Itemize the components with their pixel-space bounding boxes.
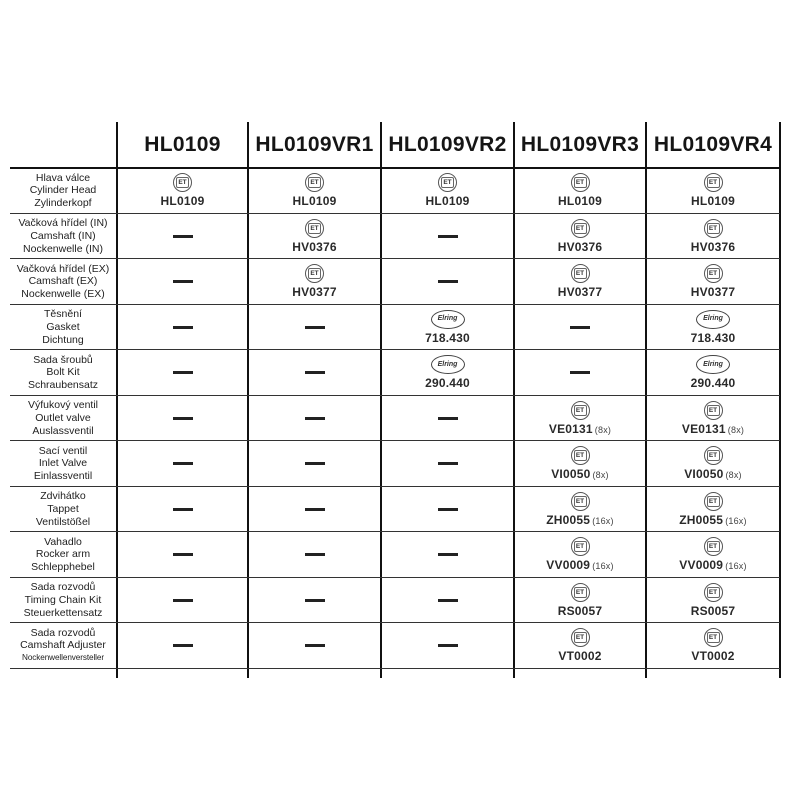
- row-label: [10, 442, 116, 486]
- part-number: [558, 604, 603, 618]
- part-cell: [117, 260, 248, 304]
- brand-logo-text: ET: [707, 632, 720, 643]
- row-label-line: Dichtung: [42, 333, 84, 346]
- elring-logo-icon: [431, 355, 465, 374]
- part-cell: [248, 397, 381, 441]
- part-cell: [514, 488, 646, 532]
- row-label-line: Nockenwellenversteller: [22, 653, 104, 663]
- part-code: VE0131: [548, 421, 593, 436]
- brand-logo-text: ET: [574, 496, 587, 507]
- part-cell: [514, 215, 646, 259]
- not-available-dash: [438, 599, 458, 602]
- row-label-line: Schlepphebel: [31, 561, 95, 574]
- part-cell: [381, 260, 514, 304]
- part-cell: [248, 351, 381, 395]
- brand-logo-text: ET: [441, 177, 454, 188]
- not-available-dash: [438, 508, 458, 511]
- row-label-line: Sada rozvodů: [30, 581, 96, 594]
- brand-logo-text: Elring: [703, 360, 723, 368]
- brand-logo-text: Elring: [437, 315, 458, 323]
- part-number: [558, 194, 602, 208]
- part-cell: [117, 624, 248, 668]
- part-code: HL0109: [160, 194, 205, 209]
- not-available-dash: [570, 371, 590, 374]
- part-cell: [117, 488, 248, 532]
- row-label-line: Cylinder Head: [29, 184, 97, 197]
- column-header: HL0109VR2: [388, 133, 507, 156]
- row-label-line: Rocker arm: [35, 548, 91, 561]
- row-label-line: Tappet: [47, 502, 79, 515]
- row-label-line: Sada šroubů: [33, 353, 93, 366]
- part-cell: [646, 624, 780, 668]
- not-available-dash: [173, 326, 193, 329]
- part-number: [691, 285, 736, 299]
- not-available-dash: [305, 644, 325, 647]
- row-divider: [10, 668, 780, 669]
- part-number: [292, 285, 337, 299]
- part-number: [684, 467, 742, 481]
- part-code: ZH0055: [679, 512, 724, 527]
- brand-logo-text: ET: [707, 587, 720, 598]
- et-logo-icon: [704, 264, 723, 283]
- part-number: [691, 240, 736, 254]
- part-cell: [381, 306, 514, 350]
- et-logo-icon: [704, 173, 723, 192]
- brand-logo-text: ET: [574, 223, 587, 234]
- not-available-dash: [438, 462, 458, 465]
- row-label-line: Zylinderkopf: [34, 197, 92, 210]
- part-cell: [514, 624, 646, 668]
- part-code: VI0050: [551, 467, 591, 482]
- row-label-line: Gasket: [46, 320, 80, 333]
- not-available-dash: [305, 371, 325, 374]
- not-available-dash: [438, 553, 458, 556]
- et-logo-icon: [571, 401, 590, 420]
- brand-logo-text: ET: [707, 541, 720, 552]
- part-cell: [117, 533, 248, 577]
- quantity-note: (16x): [592, 561, 614, 572]
- brand-logo-text: ET: [308, 177, 321, 188]
- part-cell: [117, 442, 248, 486]
- row-label: [10, 488, 116, 532]
- part-number: [161, 194, 205, 208]
- quantity-note: (8x): [725, 470, 742, 481]
- row-label-line: Einlassventil: [33, 470, 93, 483]
- not-available-dash: [305, 417, 325, 420]
- not-available-dash: [305, 553, 325, 556]
- part-code: HV0377: [690, 285, 736, 300]
- row-label-line: Camshaft (EX): [28, 275, 98, 288]
- elring-logo-icon: [696, 310, 730, 329]
- part-code: VV0009: [679, 558, 724, 573]
- row-label-line: Auslassventil: [32, 424, 94, 437]
- part-number: [549, 422, 611, 436]
- column-header: HL0109: [144, 133, 221, 156]
- not-available-dash: [173, 371, 193, 374]
- row-label-line: Vahadlo: [44, 535, 82, 548]
- et-logo-icon: [173, 173, 192, 192]
- part-number: [426, 194, 470, 208]
- part-cell: [381, 169, 514, 213]
- row-divider: [10, 531, 780, 532]
- brand-logo-text: ET: [574, 450, 587, 461]
- column-header: HL0109VR4: [653, 133, 773, 156]
- et-logo-icon: [704, 628, 723, 647]
- row-label-line: Hlava válce: [35, 171, 91, 184]
- part-code: VV0009: [546, 558, 591, 573]
- part-cell: [248, 306, 381, 350]
- quantity-note: (8x): [727, 424, 745, 435]
- part-cell: [248, 442, 381, 486]
- part-code: 290.440: [690, 376, 736, 391]
- part-number: [425, 331, 470, 345]
- row-label: [10, 260, 116, 304]
- row-divider: [10, 440, 780, 441]
- et-logo-icon: [571, 583, 590, 602]
- row-divider: [10, 258, 780, 259]
- part-cell: [117, 397, 248, 441]
- quantity-note: (16x): [725, 515, 747, 526]
- part-cell: [646, 397, 780, 441]
- part-number: [551, 467, 609, 481]
- brand-logo-text: ET: [574, 632, 587, 643]
- et-logo-icon: [571, 219, 590, 238]
- row-divider: [10, 622, 780, 623]
- not-available-dash: [438, 644, 458, 647]
- not-available-dash: [173, 417, 193, 420]
- not-available-dash: [438, 235, 458, 238]
- et-logo-icon: [704, 446, 723, 465]
- elring-logo-icon: [431, 310, 465, 329]
- row-label: [10, 624, 116, 668]
- part-number: [691, 331, 736, 345]
- part-number: [558, 649, 601, 663]
- brand-logo-text: ET: [574, 541, 587, 552]
- row-label-line: Bolt Kit: [46, 366, 80, 379]
- not-available-dash: [570, 326, 590, 329]
- part-number: [691, 194, 735, 208]
- brand-logo-text: ET: [308, 223, 321, 234]
- brand-logo-text: Elring: [437, 360, 458, 368]
- row-label-line: Těsnění: [44, 308, 82, 321]
- et-logo-icon: [704, 401, 723, 420]
- part-cell: [514, 579, 646, 623]
- part-number: [691, 376, 736, 390]
- part-cell: [646, 306, 780, 350]
- part-number: [691, 649, 734, 663]
- part-cell: [381, 579, 514, 623]
- brand-logo-text: ET: [574, 177, 587, 188]
- row-label: [10, 215, 116, 259]
- part-code: VI0050: [684, 467, 724, 482]
- et-logo-icon: [704, 219, 723, 238]
- not-available-dash: [173, 508, 193, 511]
- part-cell: [381, 533, 514, 577]
- row-label-line: Steuerkettensatz: [23, 606, 103, 619]
- column-header: HL0109VR1: [255, 133, 374, 156]
- not-available-dash: [305, 462, 325, 465]
- part-code: RS0057: [690, 603, 736, 618]
- brand-logo-text: ET: [707, 177, 720, 188]
- row-label-line: Schraubensatz: [27, 379, 99, 392]
- part-cell: [381, 624, 514, 668]
- quantity-note: (8x): [592, 470, 609, 481]
- quantity-note: (8x): [594, 424, 612, 435]
- et-logo-icon: [571, 492, 590, 511]
- part-code: VT0002: [558, 649, 602, 664]
- part-number: [292, 240, 337, 254]
- et-logo-icon: [704, 583, 723, 602]
- elring-logo-icon: [696, 355, 730, 374]
- row-label-line: Inlet Valve: [38, 457, 88, 470]
- row-label-line: Zdvihátko: [40, 490, 86, 503]
- brand-logo-text: ET: [707, 450, 720, 461]
- part-code: HL0109: [691, 194, 735, 209]
- et-logo-icon: [305, 264, 324, 283]
- row-label-line: Outlet valve: [35, 411, 91, 424]
- not-available-dash: [173, 280, 193, 283]
- part-number: [293, 194, 337, 208]
- part-cell: [514, 351, 646, 395]
- part-cell: [381, 215, 514, 259]
- part-cell: [248, 488, 381, 532]
- part-cell: [248, 215, 381, 259]
- et-logo-icon: [305, 219, 324, 238]
- row-label: [10, 306, 116, 350]
- part-cell: [117, 215, 248, 259]
- brand-logo-text: ET: [176, 177, 189, 188]
- row-label-line: Vačková hřídel (IN): [18, 217, 108, 230]
- part-cell: [514, 169, 646, 213]
- row-label-line: Camshaft Adjuster: [20, 639, 106, 652]
- part-code: HL0109: [425, 194, 470, 209]
- part-cell: [381, 488, 514, 532]
- brand-logo-text: ET: [707, 496, 720, 507]
- et-logo-icon: [571, 446, 590, 465]
- part-cell: [646, 169, 780, 213]
- et-logo-icon: [704, 492, 723, 511]
- part-code: HV0376: [690, 239, 736, 254]
- row-divider: [10, 349, 780, 350]
- part-cell: [514, 533, 646, 577]
- row-label: [10, 397, 116, 441]
- et-logo-icon: [305, 173, 324, 192]
- brand-logo-text: ET: [574, 405, 587, 416]
- not-available-dash: [173, 644, 193, 647]
- part-cell: [646, 351, 780, 395]
- not-available-dash: [173, 462, 193, 465]
- part-code: HV0376: [292, 239, 337, 254]
- part-cell: [514, 260, 646, 304]
- part-cell: [248, 624, 381, 668]
- part-cell: [514, 306, 646, 350]
- part-cell: [381, 351, 514, 395]
- part-cell: [248, 169, 381, 213]
- et-logo-icon: [571, 537, 590, 556]
- part-cell: [381, 397, 514, 441]
- part-cell: [117, 169, 248, 213]
- part-cell: [646, 215, 780, 259]
- row-label: [10, 169, 116, 213]
- row-label: [10, 533, 116, 577]
- part-code: 718.430: [690, 330, 736, 345]
- part-number: [682, 422, 744, 436]
- row-label-line: Timing Chain Kit: [24, 593, 102, 606]
- part-cell: [248, 260, 381, 304]
- row-label-line: Nockenwelle (EX): [21, 288, 105, 301]
- et-logo-icon: [571, 264, 590, 283]
- part-number: [425, 376, 470, 390]
- part-code: 718.430: [425, 330, 470, 345]
- quantity-note: (16x): [725, 561, 747, 572]
- part-cell: [381, 442, 514, 486]
- row-label-line: Ventilstößel: [35, 515, 91, 528]
- not-available-dash: [438, 417, 458, 420]
- part-cell: [646, 260, 780, 304]
- part-code: VT0002: [691, 649, 735, 664]
- not-available-dash: [305, 326, 325, 329]
- brand-logo-text: ET: [707, 268, 720, 279]
- part-code: 290.440: [425, 376, 470, 391]
- column-header: HL0109VR3: [520, 133, 640, 156]
- row-label-line: Sada rozvodů: [30, 626, 96, 639]
- row-label-line: Nockenwelle (IN): [23, 242, 103, 255]
- row-label-line: Sací ventil: [38, 444, 88, 457]
- not-available-dash: [173, 599, 193, 602]
- brand-logo-text: Elring: [703, 315, 723, 323]
- part-number: [546, 513, 613, 527]
- part-number: [558, 240, 603, 254]
- row-label: [10, 351, 116, 395]
- part-cell: [248, 533, 381, 577]
- row-label-line: Výfukový ventil: [27, 399, 99, 412]
- part-cell: [117, 351, 248, 395]
- brand-logo-text: ET: [707, 223, 720, 234]
- et-logo-icon: [704, 537, 723, 556]
- part-cell: [248, 579, 381, 623]
- part-number: [679, 513, 746, 527]
- part-code: HV0376: [557, 239, 603, 254]
- row-label-line: Vačková hřídel (EX): [16, 262, 110, 275]
- et-logo-icon: [438, 173, 457, 192]
- not-available-dash: [173, 553, 193, 556]
- not-available-dash: [438, 280, 458, 283]
- row-label-line: Camshaft (IN): [30, 229, 96, 242]
- part-cell: [646, 488, 780, 532]
- not-available-dash: [173, 235, 193, 238]
- et-logo-icon: [571, 628, 590, 647]
- brand-logo-text: ET: [574, 587, 587, 598]
- part-cell: [117, 579, 248, 623]
- part-code: HL0109: [292, 194, 337, 209]
- brand-logo-text: ET: [707, 405, 720, 416]
- part-code: HV0377: [292, 285, 337, 300]
- part-cell: [117, 306, 248, 350]
- part-cell: [646, 579, 780, 623]
- part-code: ZH0055: [546, 512, 591, 527]
- part-number: [691, 604, 736, 618]
- part-code: HL0109: [558, 194, 602, 209]
- part-number: [558, 285, 603, 299]
- part-code: RS0057: [557, 603, 603, 618]
- part-number: [679, 558, 746, 572]
- brand-logo-text: ET: [308, 268, 321, 279]
- part-cell: [646, 533, 780, 577]
- part-cell: [514, 442, 646, 486]
- row-label: [10, 579, 116, 623]
- part-code: VE0131: [681, 421, 726, 436]
- et-logo-icon: [571, 173, 590, 192]
- part-cell: [514, 397, 646, 441]
- not-available-dash: [305, 508, 325, 511]
- part-code: HV0377: [557, 285, 603, 300]
- part-cell: [646, 442, 780, 486]
- part-number: [546, 558, 613, 572]
- brand-logo-text: ET: [574, 268, 587, 279]
- not-available-dash: [305, 599, 325, 602]
- quantity-note: (16x): [592, 515, 614, 526]
